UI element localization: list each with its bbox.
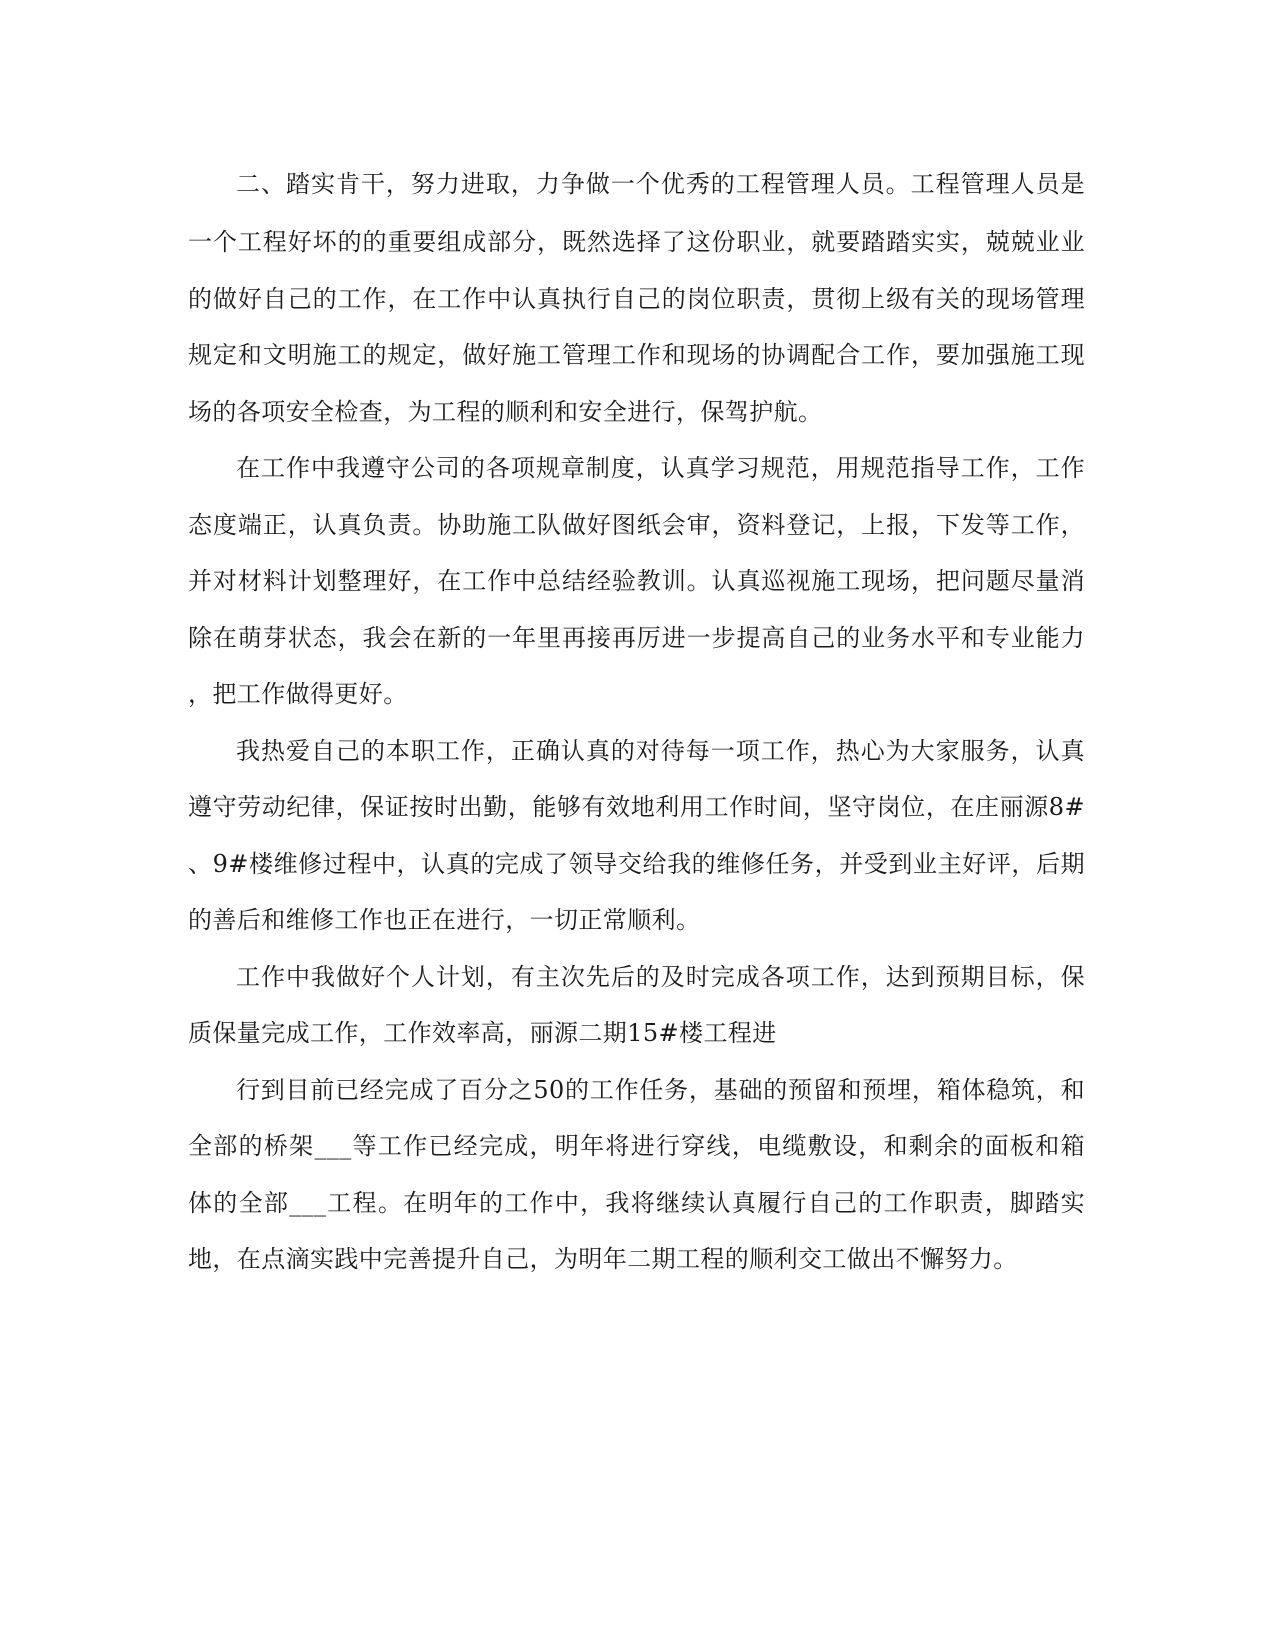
paragraph-3-line-4: 的善后和维修工作也正在进行，一切正常顺利。 bbox=[188, 906, 701, 934]
paragraph-4-line-1: 工作中我做好个人计划，有主次先后的及时完成各项工作，达到预期目标，保 bbox=[236, 963, 1085, 991]
paragraph-1-line-3: 的做好自己的工作，在工作中认真执行自己的岗位职责，贯彻上级有关的现场管理 bbox=[188, 285, 1085, 313]
paragraph-2-line-4: 除在萌芽状态，我会在新的一年里再接再厉进一步提高自己的业务水平和专业能力 bbox=[188, 624, 1085, 652]
paragraph-2-line-1: 在工作中我遵守公司的各项规章制度，认真学习规范，用规范指导工作，工作 bbox=[236, 454, 1085, 482]
paragraph-2-line-2: 态度端正，认真负责。协助施工队做好图纸会审，资料登记，上报，下发等工作， bbox=[188, 511, 1085, 539]
paragraph-2-line-3: 并对材料计划整理好，在工作中总结经验教训。认真巡视施工现场，把问题尽量消 bbox=[188, 567, 1085, 595]
paragraph-1-line-2: 一个工程好坏的的重要组成部分，既然选择了这份职业，就要踏踏实实，兢兢业业 bbox=[188, 228, 1085, 256]
paragraph-1-line-4: 规定和文明施工的规定，做好施工管理工作和现场的协调配合工作，要加强施工现 bbox=[188, 341, 1085, 369]
paragraph-1-line-1: 二、踏实肯干，努力进取，力争做一个优秀的工程管理人员。工程管理人员是 bbox=[236, 170, 1085, 198]
paragraph-4-line-2: 质保量完成工作，工作效率高，丽源二期15#楼工程进 bbox=[188, 1019, 777, 1047]
paragraph-3-line-3: 、9#楼维修过程中，认真的完成了领导交给我的维修任务，并受到业主好评，后期 bbox=[188, 850, 1085, 878]
paragraph-5-line-1: 行到目前已经完成了百分之50的工作任务，基础的预留和预埋，箱体稳筑，和 bbox=[236, 1076, 1085, 1104]
paragraph-2-line-5: ，把工作做得更好。 bbox=[188, 680, 408, 708]
paragraph-3-line-1: 我热爱自己的本职工作，正确认真的对待每一项工作，热心为大家服务，认真 bbox=[236, 737, 1085, 765]
paragraph-3-line-2: 遵守劳动纪律，保证按时出勤，能够有效地利用工作时间，坚守岗位，在庄丽源8# bbox=[188, 793, 1085, 821]
paragraph-5-line-2: 全部的桥架___等工作已经完成，明年将进行穿线，电缆敷设，和剩余的面板和箱 bbox=[188, 1132, 1085, 1160]
paragraph-1-line-5: 场的各项安全检查，为工程的顺利和安全进行，保驾护航。 bbox=[188, 398, 823, 426]
paragraph-5-line-3: 体的全部___工程。在明年的工作中，我将继续认真履行自己的工作职责，脚踏实 bbox=[188, 1189, 1085, 1217]
paragraph-5-line-4: 地，在点滴实践中完善提升自己，为明年二期工程的顺利交工做出不懈努力。 bbox=[188, 1245, 1018, 1273]
